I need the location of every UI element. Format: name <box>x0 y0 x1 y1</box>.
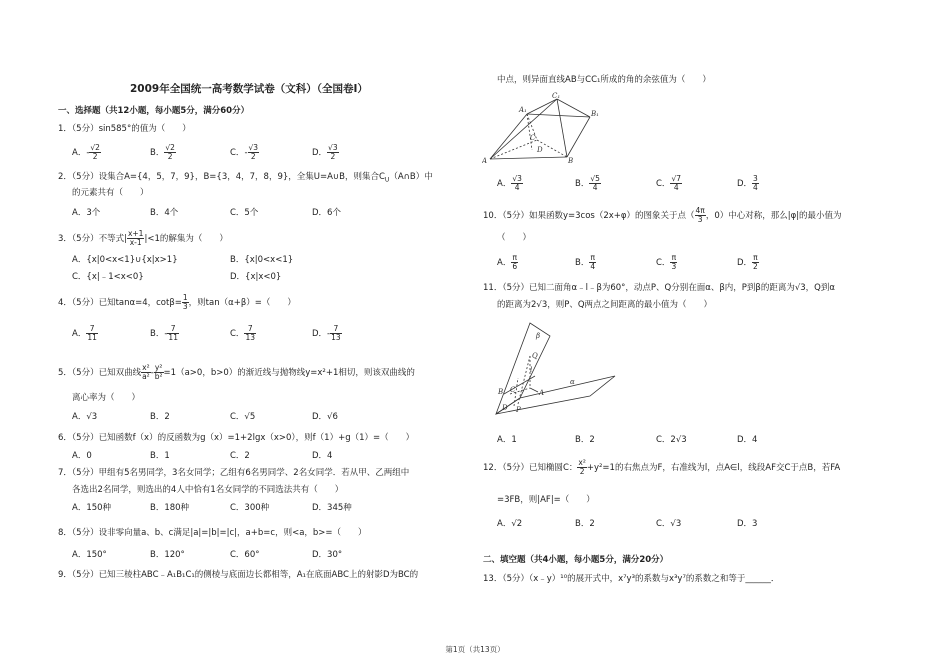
q1-option-a[interactable]: A．- $\frac{√2}{2}$ <box>72 143 100 161</box>
q3-option-b[interactable]: B．{x|0<x<1} <box>230 255 294 265</box>
q6-option-c[interactable]: C．2 <box>230 451 250 461</box>
q4-option-b[interactable]: B．- $\frac{7}{11}$ <box>150 324 178 342</box>
q3-stem: 3．（5分）不等式| $\frac{x+1}{x-1}$ |<1的解集为（ ） <box>58 229 228 247</box>
q3-option-d[interactable]: D．{x|x<0} <box>230 272 282 282</box>
q12-option-b[interactable]: B．2 <box>575 519 595 529</box>
q10-option-c[interactable]: C． $\frac{\pi}{3}$ <box>656 253 677 271</box>
q13-stem: 13．（5分）（x﹣y）¹⁰的展开式中，x⁷y³的系数与x³y⁷的系数之和等于______． <box>483 574 780 584</box>
q1-option-b[interactable]: B． $\frac{√2}{2}$ <box>150 143 175 161</box>
q5-option-b[interactable]: B．2 <box>150 412 170 422</box>
fig11-label-b: B <box>498 388 504 396</box>
fig9-label-c: C <box>530 134 536 142</box>
q4-option-d[interactable]: D．- $\frac{7}{13}$ <box>312 324 341 342</box>
q2-stem-line2: 的元素共有（ ） <box>72 188 149 198</box>
q2-option-d[interactable]: D．6个 <box>312 208 341 218</box>
q3-option-a[interactable]: A．{x|0<x<1}∪{x|x>1} <box>72 255 178 265</box>
q11-option-b[interactable]: B．2 <box>575 435 595 445</box>
fig11-label-q: Q <box>532 352 538 360</box>
q7-stem-line2: 各选出2名同学，则选出的4人中恰有1名女同学的不同选法共有（ ） <box>72 485 344 495</box>
q9-stem-line1: 9．（5分）已知三棱柱ABC﹣A₁B₁C₁的侧棱与底面边长都相等，A₁在底面ABC上的射影D为BC的 <box>58 570 419 580</box>
q7-option-a[interactable]: A．150种 <box>72 503 112 513</box>
q7-option-d[interactable]: D．345种 <box>312 503 352 513</box>
fig9-label-d: D <box>537 146 543 154</box>
section-fill-heading: 二、填空题（共4小题，每小题5分，满分20分） <box>483 555 669 565</box>
q1-option-d[interactable]: D． $\frac{√3}{2}$ <box>312 143 338 161</box>
q12-stem-line1: 12．（5分）已知椭圆C： $\frac{\text{x²}}{2}$ +y²=1的右焦点为F，右准线为l，点A∈l，线段AF交C于点B，若FA <box>483 458 841 476</box>
q12-option-c[interactable]: C．√3 <box>656 519 682 529</box>
fig9-label-c1: C₁ <box>552 92 561 100</box>
fig11-label-c: C <box>510 386 516 394</box>
q6-option-d[interactable]: D．4 <box>312 451 333 461</box>
q6-option-b[interactable]: B．1 <box>150 451 170 461</box>
q9-option-a[interactable]: A． $\frac{√3}{4}$ <box>497 174 522 192</box>
q8-option-c[interactable]: C．60° <box>230 550 260 560</box>
q5-option-a[interactable]: A．√3 <box>72 412 98 422</box>
fig11-label-alpha: α <box>570 378 575 386</box>
fig11-label-beta: β <box>536 332 541 340</box>
fig9-label-b: B <box>568 157 574 165</box>
q4-option-c[interactable]: C． $\frac{7}{13}$ <box>230 324 255 342</box>
q6-option-a[interactable]: A．0 <box>72 451 92 461</box>
section-choice-heading: 一、选择题（共12小题，每小题5分，满分60分） <box>58 106 250 116</box>
q1-stem: 1．（5分）sin585°的值为（ ） <box>58 124 191 134</box>
q11-option-a[interactable]: A．1 <box>497 435 517 445</box>
q9-stem-line2: 中点，则异面直线AB与CC₁所成的角的余弦值为（ ） <box>497 75 711 85</box>
q7-stem-line1: 7．（5分）甲组有5名男同学，3名女同学；乙组有6名男同学、2名女同学．若从甲、乙两组中 <box>58 468 410 478</box>
q4-stem: 4．（5分）已知tanα=4，cotβ= $\frac{1}{3}$ ，则tan（α+β）=（ ） <box>58 293 296 311</box>
q7-option-c[interactable]: C．300种 <box>230 503 270 513</box>
q5-option-d[interactable]: D．√6 <box>312 412 338 422</box>
q4-option-a[interactable]: A． $\frac{7}{11}$ <box>72 324 97 342</box>
q10-option-b[interactable]: B． $\frac{\pi}{4}$ <box>575 253 596 271</box>
q5-option-c[interactable]: C．√5 <box>230 412 256 422</box>
q9-option-c[interactable]: C． $\frac{√7}{4}$ <box>656 174 681 192</box>
q7-option-b[interactable]: B．180种 <box>150 503 190 513</box>
q2-option-c[interactable]: C．5个 <box>230 208 259 218</box>
q11-stem-line2: 的距离为2√3，则P、Q两点之间距离的最小值为（ ） <box>497 300 713 310</box>
fig11-label-p: P <box>516 406 521 414</box>
q2-option-b[interactable]: B．4个 <box>150 208 179 218</box>
q1-option-c[interactable]: C．- $\frac{√3}{2}$ <box>230 143 259 161</box>
q10-stem: 10．（5分）如果函数y=3cos（2x+φ）的图象关于点（ $\frac{4\pi}{3}$ ，0）中心对称，那么|φ|的最小值为 <box>483 206 842 224</box>
fig11-label-a: A <box>539 389 545 397</box>
q10-stem-line2: （ ） <box>497 233 532 243</box>
q12-stem-line2: =3FB，则|AF|=（ ） <box>497 495 595 505</box>
q12-option-a[interactable]: A．√2 <box>497 519 523 529</box>
q6-stem: 6．（5分）已知函数f（x）的反函数为g（x）=1+2lgx（x>0），则f（1）+g（1）=（ ） <box>58 433 415 443</box>
q9-option-d[interactable]: D． $\frac{3}{4}$ <box>737 174 758 192</box>
q2-option-a[interactable]: A．3个 <box>72 208 101 218</box>
q8-option-b[interactable]: B．120° <box>150 550 185 560</box>
fig11-label-l: l <box>530 366 533 374</box>
q5-stem-line1: 5．（5分）已知双曲线 $\frac{\text{x²}}{\text{a²}}$ - $\frac{\text{y²}}{\text{b²}}$ =1（a>0，b>0）的渐近线与抛物线y=x²+1相切，则该双曲线的 <box>58 363 415 381</box>
q9-prism-figure <box>482 90 612 165</box>
fig9-label-a1: A₁ <box>519 106 527 114</box>
q8-option-d[interactable]: D．30° <box>312 550 343 560</box>
q3-option-c[interactable]: C．{x|﹣1<x<0} <box>72 272 144 282</box>
q5-stem-line2: 离心率为（ ） <box>72 393 141 403</box>
q11-option-d[interactable]: D．4 <box>737 435 758 445</box>
q11-stem-line1: 11．（5分）已知二面角α﹣l﹣β为60°，动点P、Q分别在面α、β内，P到β的距离为√3，Q到α <box>483 283 835 293</box>
q11-dihedral-figure <box>490 318 620 418</box>
q10-option-a[interactable]: A． $\frac{\pi}{6}$ <box>497 253 518 271</box>
q2-stem-line1: 2．（5分）设集合A={4，5，7，9}，B={3，4，7，8，9}，全集U=A∪B，则集合$C_U(A\cap B)$中 <box>58 172 433 184</box>
q8-stem: 8．（5分）设非零向量a、b、c满足|a|=|b|=|c|，a+b=c，则<a，b>=（ ） <box>58 528 367 538</box>
fig9-label-a: A <box>482 157 488 165</box>
page-title: 2009年全国统一高考数学试卷（文科）（全国卷Ⅰ） <box>130 83 368 95</box>
fig11-label-d: D <box>502 404 508 412</box>
q10-option-d[interactable]: D． $\frac{\pi}{2}$ <box>737 253 758 271</box>
q11-option-c[interactable]: C．2√3 <box>656 435 687 445</box>
q8-option-a[interactable]: A．150° <box>72 550 107 560</box>
q12-option-d[interactable]: D．3 <box>737 519 758 529</box>
q9-option-b[interactable]: B． $\frac{√5}{4}$ <box>575 174 600 192</box>
page-footer: 第1页（共13页） <box>445 645 505 654</box>
fig9-label-b1: B₁ <box>591 110 599 118</box>
